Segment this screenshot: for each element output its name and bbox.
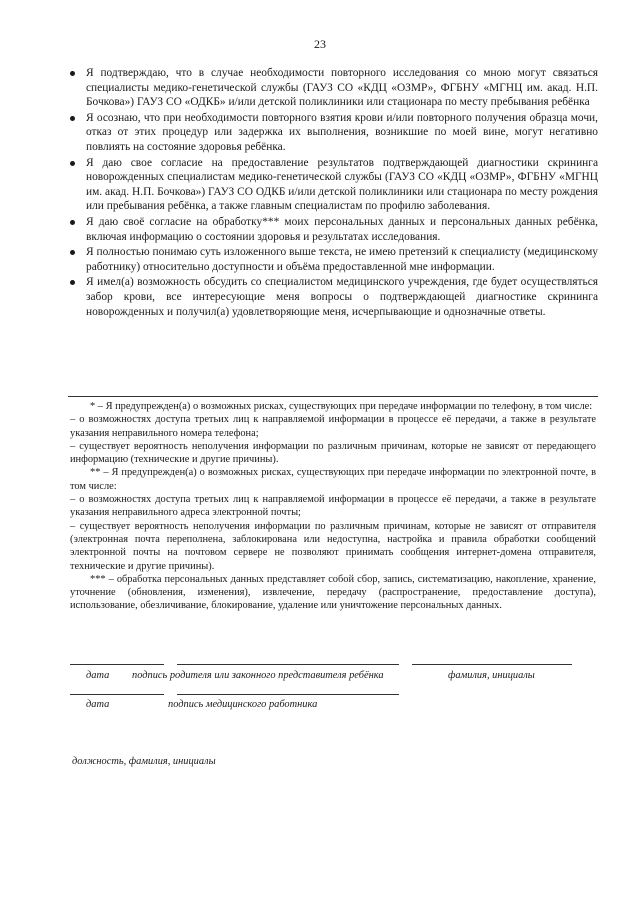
surname-initials-label: фамилия, инициалы	[448, 670, 535, 681]
consent-item-text: Я даю своё согласие на обработку*** моих персональных данных и персональных данных ребёнка, включая информацию о состоянии здоровья и результатах исследования.	[86, 215, 598, 243]
bullet-icon	[70, 250, 75, 255]
consent-list	[68, 66, 598, 320]
page-number: 23	[314, 37, 326, 51]
position-surname-label: должность, фамилия, инициалы	[72, 756, 216, 767]
footnote-personal-data: *** – обработка персональных данных представляет собой сбор, запись, систематизацию, накопление, хранение, уточнение (обновления, изменения), извлечение, передачу (распространение, предоставление доступа), использование, обезличивание, блокирование, удаление или уничтожение персональных данных.	[70, 573, 596, 612]
date-line-1[interactable]	[70, 664, 164, 665]
consent-item	[68, 245, 598, 274]
footnotes	[70, 400, 596, 613]
consent-item-text: Я даю свое согласие на предоставление результатов подтверждающей диагностики скрининга новорожденных специалистам медико-генетической службы (ГАУЗ СО «КДЦ «ОЗМР», ФГБНУ «МГНЦ им. акад. Н.П. Бочкова») ГАУЗ СО ОДКБ и/или детской поликлиники или стационара по месту рождения или пребывания ребёнка, а также главным специалистам по профилю заболевания.	[86, 156, 598, 213]
bullet-icon	[70, 280, 75, 285]
bullet-icon	[70, 116, 75, 121]
medic-signature-label: подпись медицинского работника	[168, 699, 318, 710]
consent-item	[68, 275, 598, 319]
consent-item-text: Я подтверждаю, что в случае необходимости повторного исследования со мною могут связаться специалисты медико-генетической службы (ГАУЗ СО «КДЦ «ОЗМР», ФГБНУ «МГНЦ им. акад. Н.П. Бочкова») ГАУЗ СО «ОДКБ» и/или детской поликлиники или стационара по месту пребывания ребёнка	[86, 67, 598, 109]
footnote-phone-risk-2: – существует вероятность неполучения информации по различным причинам, которые не зависят от передающего информацию (технические и другие причины).	[70, 440, 596, 466]
consent-item	[68, 156, 598, 214]
footnote-email-title: ** – Я предупрежден(а) о возможных рисках, существующих при передаче информации по электронной почте, в том числе:	[70, 467, 596, 492]
footnote-email-risk-2: – существует вероятность неполучения информации по различным причинам, которые не зависят от отправителя (электронная почта переполнена, заблокирована или недоступна, настройка и правила обработки сообщений электронной почты на почтовом сервере не позволяют принимать сообщения интернет-домена отправителя, технические и другие причины).	[70, 520, 596, 572]
footnote-phone-risk-1: – о возможностях доступа третьих лиц к направляемой информации в процессе её передачи, а также в результате указания неправильного номера телефона;	[70, 414, 596, 439]
date-label-1: дата	[86, 670, 110, 681]
consent-item-text: Я полностью понимаю суть изложенного выше текста, не имею претензий к специалисту (медицинскому работнику) относительно доступности и объёма предоставленной мне информации.	[86, 246, 598, 273]
consent-item	[68, 215, 598, 244]
parent-signature-label: подпись родителя или законного представителя ребёнка	[132, 670, 384, 681]
bullet-icon	[70, 220, 75, 225]
medic-signature-line[interactable]	[177, 694, 399, 695]
date-label-2: дата	[86, 699, 110, 710]
consent-item-text: Я имел(а) возможность обсудить со специалистом медицинского учреждения, где будет осуществляться забор крови, все интересующие меня вопросы о подтверждающей диагностике скрининга новорожденных и получил(а) удовлетворяющие меня, исчерпывающие и однозначные ответы.	[86, 276, 598, 318]
bullet-icon	[70, 71, 75, 76]
footnote-phone-title: * – Я предупрежден(а) о возможных рисках, существующих при передаче информации по телефону, в том числе:	[90, 401, 593, 412]
surname-initials-line[interactable]	[412, 664, 572, 665]
bullet-icon	[70, 161, 75, 166]
footnote-separator	[68, 396, 598, 397]
parent-signature-line[interactable]	[177, 664, 399, 665]
footnote-email-risk-1: – о возможностях доступа третьих лиц к направляемой информации в процессе её передачи, а также в результате указания неправильного адреса электронной почты;	[70, 494, 596, 519]
consent-item	[68, 111, 598, 155]
consent-item	[68, 66, 598, 110]
date-line-2[interactable]	[70, 694, 164, 695]
consent-item-text: Я осознаю, что при необходимости повторного взятия крови и/или повторного получения образца мочи, отказ от этих процедур или задержка их выполнения, возникшие по моей вине, могут негативно повлиять на состояние здоровья ребёнка.	[86, 111, 598, 153]
